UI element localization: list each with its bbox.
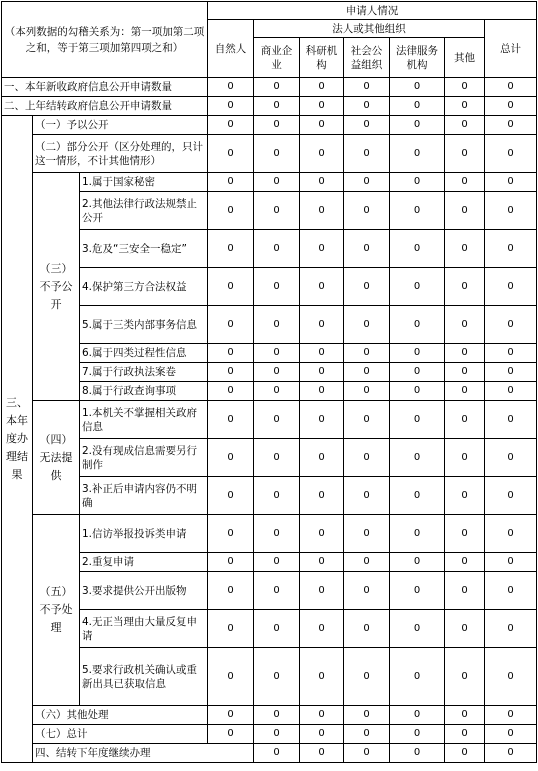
cell-value: 0 [300,192,344,230]
cell-value: 0 [208,192,254,230]
row-label: 2.没有现成信息需要另行制作 [80,439,208,477]
cell-value: 0 [445,477,485,515]
commercial-header: 商业企业 [254,38,300,78]
cell-value: 0 [390,363,445,382]
cell-value: 0 [445,572,485,610]
noprocess-group-label: （五）不予处理 [33,515,80,706]
cell-value: 0 [445,553,485,572]
cell-value: 0 [300,135,344,173]
row-label: （六）其他处理 [33,706,208,725]
table-row [2,401,537,439]
cell-value: 0 [445,725,485,744]
row-label: 3.要求提供公开出版物 [80,572,208,610]
cell-value: 0 [300,648,344,706]
cell-value: 0 [390,135,445,173]
cell-value: 0 [344,477,390,515]
unable-group-label: （四）无法提供 [33,401,80,515]
cell-value: 0 [344,268,390,306]
cell-value: 0 [300,401,344,439]
cell-value: 0 [485,344,537,363]
cell-value: 0 [208,706,254,725]
cell-value: 0 [208,78,254,97]
cell-value: 0 [208,401,254,439]
cell-value: 0 [390,477,445,515]
cell-value: 0 [445,744,485,763]
disclosure-stats-table [1,1,537,763]
table-row [2,648,537,706]
cell-value: 0 [485,268,537,306]
cell-value: 0 [445,439,485,477]
cell-value: 0 [344,344,390,363]
cell-value: 0 [485,97,537,116]
cell-value: 0 [344,439,390,477]
cell-value: 0 [254,192,300,230]
row-label: 4.保护第三方合法权益 [80,268,208,306]
cell-value: 0 [344,706,390,725]
cell-value: 0 [254,439,300,477]
cell-value: 0 [485,439,537,477]
cell-value: 0 [208,306,254,344]
cell-value: 0 [300,78,344,97]
cell-value: 0 [300,706,344,725]
cell-value: 0 [254,135,300,173]
cell-value: 0 [208,268,254,306]
cell-value: 0 [485,725,537,744]
cell-value: 0 [445,401,485,439]
cell-value: 0 [300,97,344,116]
cell-value: 0 [390,648,445,706]
cell-value: 0 [390,439,445,477]
cell-value: 0 [390,306,445,344]
cell-value: 0 [254,173,300,192]
cell-value: 0 [390,192,445,230]
cell-value: 0 [208,648,254,706]
cell-value: 0 [445,363,485,382]
table-row [2,268,537,306]
cell-value: 0 [485,382,537,401]
cell-value: 0 [208,116,254,135]
cell-value: 0 [208,725,254,744]
cell-value: 0 [344,135,390,173]
cell-value: 0 [485,610,537,648]
cell-value: 0 [445,97,485,116]
table-row [2,725,537,744]
cell-value: 0 [300,610,344,648]
table-row [2,306,537,344]
cell-value: 0 [344,572,390,610]
cell-value: 0 [485,192,537,230]
table-row [2,706,537,725]
cell-value: 0 [254,648,300,706]
cell-value: 0 [445,382,485,401]
legal-org-header: 法人或其他组织 [254,20,485,38]
row-label: 1.信访举报投诉类申请 [80,515,208,553]
cell-value: 0 [300,744,344,763]
cell-value: 0 [344,382,390,401]
cell-value: 0 [485,572,537,610]
row-label: 3.补正后申请内容仍不明确 [80,477,208,515]
row-label: 四、结转下年度继续办理 [33,744,254,763]
cell-value: 0 [254,515,300,553]
cell-value: 0 [390,744,445,763]
cell-value: 0 [208,97,254,116]
cell-value: 0 [390,401,445,439]
table-row [2,192,537,230]
table-row [2,97,537,116]
row-label: 7.属于行政执法案卷 [80,363,208,382]
cell-value: 0 [344,116,390,135]
table-row [2,116,537,135]
table-description: （本列数据的勾稽关系为：第一项加第二项之和，等于第三项加第四项之和） [2,2,208,78]
table-row [2,553,537,572]
cell-value: 0 [300,306,344,344]
cell-value: 0 [344,173,390,192]
cell-value: 0 [300,515,344,553]
cell-value: 0 [344,553,390,572]
cell-value: 0 [390,515,445,553]
cell-value: 0 [208,572,254,610]
cell-value: 0 [208,135,254,173]
cell-value: 0 [254,725,300,744]
cell-value: 0 [254,116,300,135]
legal-service-header: 法律服务机构 [390,38,445,78]
cell-value: 0 [300,363,344,382]
table-row [2,515,537,553]
cell-value: 0 [254,572,300,610]
cell-value: 0 [344,610,390,648]
row-label: 二、上年结转政府信息公开申请数量 [2,97,208,116]
cell-value: 0 [208,363,254,382]
cell-value: 0 [254,477,300,515]
applicant-info-header: 申请人情况 [208,2,537,20]
table-row [2,382,537,401]
cell-value: 0 [344,230,390,268]
row-label: 6.属于四类过程性信息 [80,344,208,363]
cell-value: 0 [300,439,344,477]
cell-value: 0 [208,439,254,477]
row-label: 5.属于三类内部事务信息 [80,306,208,344]
table-row [2,230,537,268]
cell-value: 0 [254,744,300,763]
cell-value: 0 [390,268,445,306]
row-label: 1.属于国家秘密 [80,173,208,192]
cell-value: 0 [445,173,485,192]
cell-value: 0 [344,306,390,344]
cell-value: 0 [445,706,485,725]
cell-value: 0 [485,744,537,763]
social-header: 社会公益组织 [344,38,390,78]
section3-label: 三、本年度办理结果 [2,116,33,763]
natural-person-header: 自然人 [208,20,254,78]
cell-value: 0 [390,382,445,401]
cell-value: 0 [300,553,344,572]
cell-value: 0 [344,648,390,706]
cell-value: 0 [208,477,254,515]
cell-value: 0 [390,97,445,116]
table-row [2,439,537,477]
cell-value: 0 [254,706,300,725]
cell-value: 0 [485,363,537,382]
cell-value: 0 [254,268,300,306]
row-label: 1.本机关不掌握相关政府信息 [80,401,208,439]
cell-value: 0 [254,363,300,382]
table-row [2,610,537,648]
cell-value: 0 [485,230,537,268]
table-row [2,744,537,763]
cell-value: 0 [485,173,537,192]
total-header: 总计 [485,20,537,78]
cell-value: 0 [485,477,537,515]
cell-value: 0 [300,230,344,268]
cell-value: 0 [445,116,485,135]
cell-value: 0 [390,610,445,648]
row-label: 2.重复申请 [80,553,208,572]
row-label: 4.无正当理由大量反复申请 [80,610,208,648]
table-row [2,363,537,382]
cell-value: 0 [344,401,390,439]
cell-value: 0 [300,344,344,363]
cell-value: 0 [485,648,537,706]
cell-value: 0 [445,610,485,648]
table-row [2,344,537,363]
cell-value: 0 [208,230,254,268]
cell-value: 0 [300,572,344,610]
table-row [2,477,537,515]
cell-value: 0 [445,192,485,230]
cell-value: 0 [485,706,537,725]
cell-value: 0 [445,78,485,97]
row-label: 3.危及“三安全一稳定” [80,230,208,268]
deny-group-label: （三）不予公开 [33,173,80,401]
cell-value: 0 [208,553,254,572]
table-row [2,135,537,173]
cell-value: 0 [390,553,445,572]
cell-value: 0 [445,648,485,706]
cell-value: 0 [254,97,300,116]
cell-value: 0 [344,515,390,553]
cell-value: 0 [254,553,300,572]
cell-value: 0 [390,344,445,363]
cell-value: 0 [485,515,537,553]
row-label: （一）予以公开 [33,116,208,135]
cell-value: 0 [300,116,344,135]
cell-value: 0 [254,610,300,648]
row-label: （七）总计 [33,725,208,744]
row-label: （二）部分公开（区分处理的，只计这一情形，不计其他情形） [33,135,208,173]
cell-value: 0 [300,173,344,192]
cell-value: 0 [390,116,445,135]
cell-value: 0 [300,268,344,306]
cell-value: 0 [208,382,254,401]
cell-value: 0 [485,78,537,97]
cell-value: 0 [390,230,445,268]
cell-value: 0 [390,78,445,97]
cell-value: 0 [208,610,254,648]
cell-value: 0 [445,306,485,344]
cell-value: 0 [254,382,300,401]
table-row [2,572,537,610]
cell-value: 0 [445,344,485,363]
row-label: 一、本年新收政府信息公开申请数量 [2,78,208,97]
cell-value: 0 [445,230,485,268]
cell-value: 0 [208,344,254,363]
cell-value: 0 [485,401,537,439]
cell-value: 0 [208,515,254,553]
cell-value: 0 [390,725,445,744]
cell-value: 0 [445,268,485,306]
cell-value: 0 [344,363,390,382]
cell-value: 0 [485,306,537,344]
table-row [2,78,537,97]
row-label: 2.其他法律行政法规禁止公开 [80,192,208,230]
other-header: 其他 [445,38,485,78]
cell-value: 0 [485,116,537,135]
cell-value: 0 [344,97,390,116]
row-label: 5.要求行政机关确认或重新出具已获取信息 [80,648,208,706]
cell-value: 0 [254,306,300,344]
cell-value: 0 [344,744,390,763]
cell-value: 0 [300,382,344,401]
cell-value: 0 [254,78,300,97]
cell-value: 0 [390,706,445,725]
cell-value: 0 [344,192,390,230]
cell-value: 0 [254,230,300,268]
cell-value: 0 [485,553,537,572]
cell-value: 0 [300,477,344,515]
research-header: 科研机构 [300,38,344,78]
cell-value: 0 [445,515,485,553]
cell-value: 0 [254,401,300,439]
cell-value: 0 [390,173,445,192]
table-row [2,173,537,192]
cell-value: 0 [344,78,390,97]
cell-value: 0 [445,135,485,173]
cell-value: 0 [344,725,390,744]
row-label: 8.属于行政查询事项 [80,382,208,401]
cell-value: 0 [208,173,254,192]
cell-value: 0 [300,725,344,744]
cell-value: 0 [485,135,537,173]
cell-value: 0 [254,344,300,363]
cell-value: 0 [390,572,445,610]
